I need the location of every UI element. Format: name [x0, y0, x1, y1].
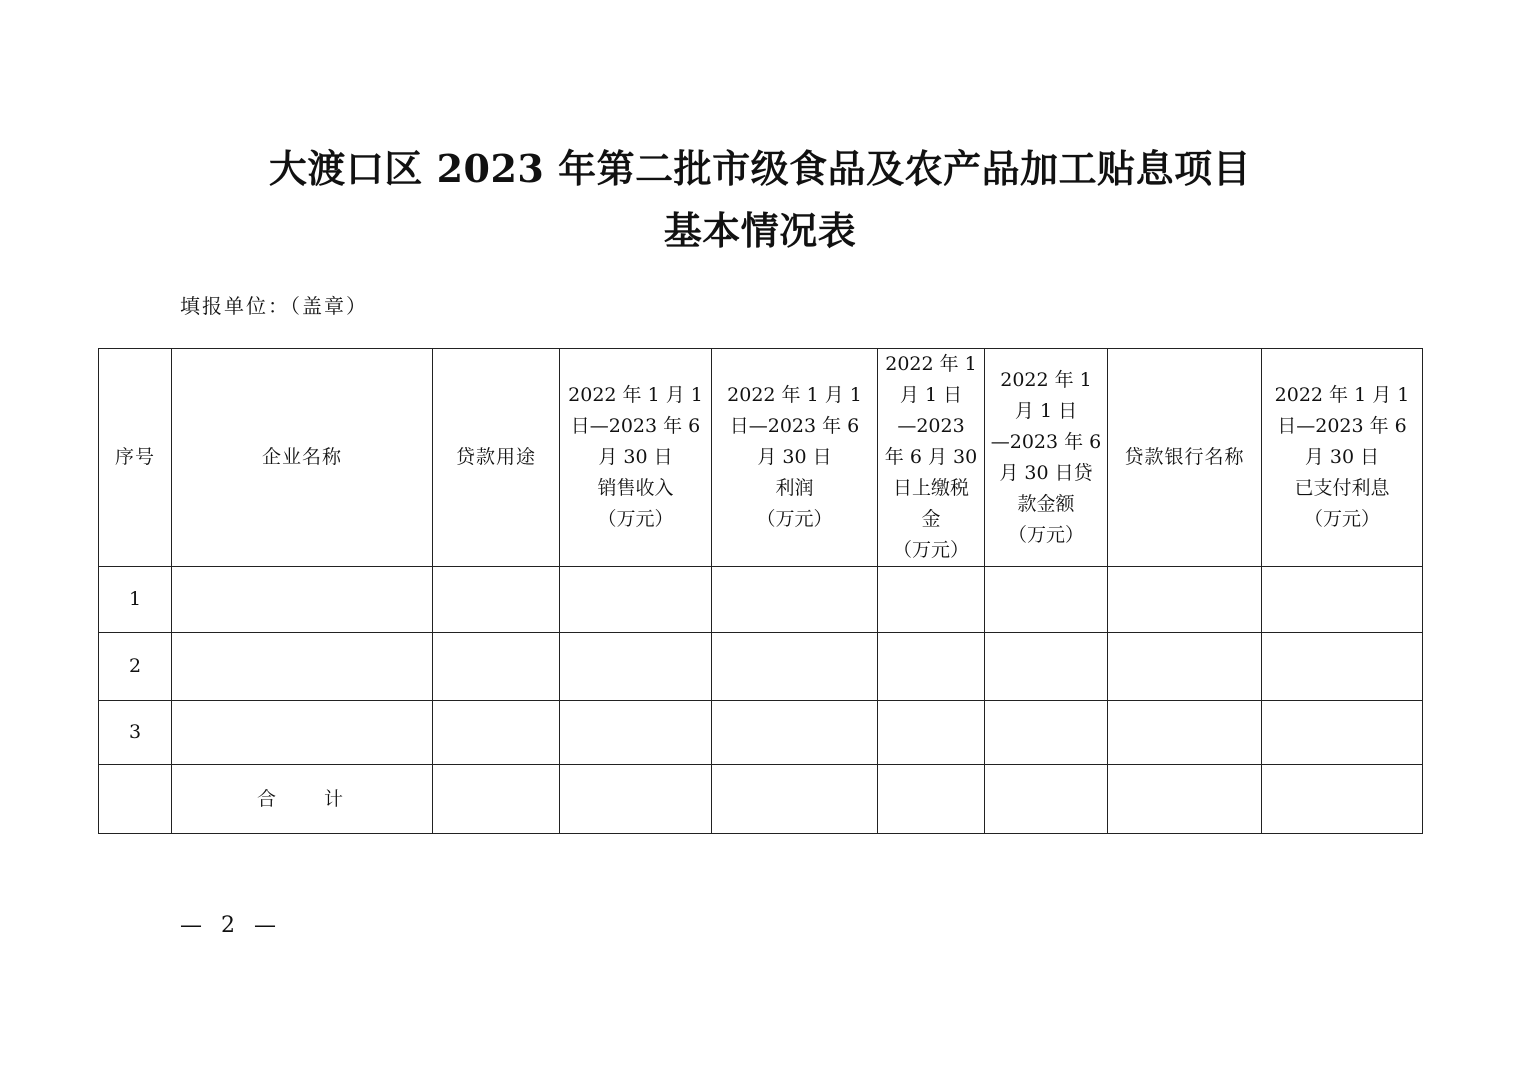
loan-amount-cell	[985, 567, 1108, 633]
interest-paid-cell	[1262, 701, 1423, 765]
row-serial-number: 2	[99, 633, 172, 701]
taxes-paid-cell	[878, 701, 985, 765]
interest-paid-cell	[1262, 567, 1423, 633]
company-name-cell	[172, 701, 433, 765]
profit-total-cell	[712, 765, 878, 834]
taxes-paid-cell	[878, 633, 985, 701]
header-loan-purpose: 贷款用途	[433, 349, 560, 567]
header-serial-number: 序号	[99, 349, 172, 567]
loan-purpose-cell	[433, 633, 560, 701]
table-row	[99, 701, 1423, 765]
row-serial-number: 1	[99, 567, 172, 633]
total-label: 合计	[172, 765, 433, 834]
document-title-line1: 大渡口区 2023 年第二批市级食品及农产品加工贴息项目	[268, 146, 1252, 191]
company-name-cell	[172, 633, 433, 701]
document-title-line2: 基本情况表	[663, 208, 857, 253]
sales-revenue-cell	[560, 701, 712, 765]
lending-bank-cell	[1108, 567, 1262, 633]
table-row	[99, 567, 1423, 633]
loan-purpose-cell	[433, 567, 560, 633]
profit-cell	[712, 633, 878, 701]
table-header-row	[99, 349, 1423, 567]
fill-unit-label: 填报单位：（盖章）	[180, 294, 368, 318]
sales-revenue-cell	[560, 567, 712, 633]
sales-revenue-total-cell	[560, 765, 712, 834]
loan-amount-total-cell	[985, 765, 1108, 834]
header-taxes-paid: 2022 年 1 月 1 日 —2023 年 6 月 30 日上缴税 金 （万元）	[878, 349, 985, 567]
profit-cell	[712, 567, 878, 633]
loan-amount-cell	[985, 701, 1108, 765]
sales-revenue-cell	[560, 633, 712, 701]
lending-bank-cell	[1108, 701, 1262, 765]
total-serial-cell	[99, 765, 172, 834]
table-row	[99, 633, 1423, 701]
interest-paid-cell	[1262, 633, 1423, 701]
company-name-cell	[172, 567, 433, 633]
project-info-table	[98, 348, 1423, 834]
interest-paid-total-cell	[1262, 765, 1423, 834]
header-loan-amount: 2022 年 1 月 1 日 —2023 年 6 月 30 日贷 款金额 （万元）	[985, 349, 1108, 567]
row-serial-number: 3	[99, 701, 172, 765]
loan-purpose-cell	[433, 765, 560, 834]
page-number: — 2 —	[180, 913, 282, 938]
header-interest-paid: 2022 年 1 月 1 日—2023 年 6 月 30 日 已支付利息 （万元）	[1262, 349, 1423, 567]
header-sales-revenue: 2022 年 1 月 1 日—2023 年 6 月 30 日 销售收入 （万元）	[560, 349, 712, 567]
profit-cell	[712, 701, 878, 765]
total-row	[99, 765, 1423, 834]
header-company-name: 企业名称	[172, 349, 433, 567]
header-lending-bank: 贷款银行名称	[1108, 349, 1262, 567]
taxes-paid-cell	[878, 567, 985, 633]
lending-bank-cell	[1108, 633, 1262, 701]
lending-bank-cell	[1108, 765, 1262, 834]
header-profit: 2022 年 1 月 1 日—2023 年 6 月 30 日 利润 （万元）	[712, 349, 878, 567]
loan-purpose-cell	[433, 701, 560, 765]
taxes-paid-total-cell	[878, 765, 985, 834]
loan-amount-cell	[985, 633, 1108, 701]
